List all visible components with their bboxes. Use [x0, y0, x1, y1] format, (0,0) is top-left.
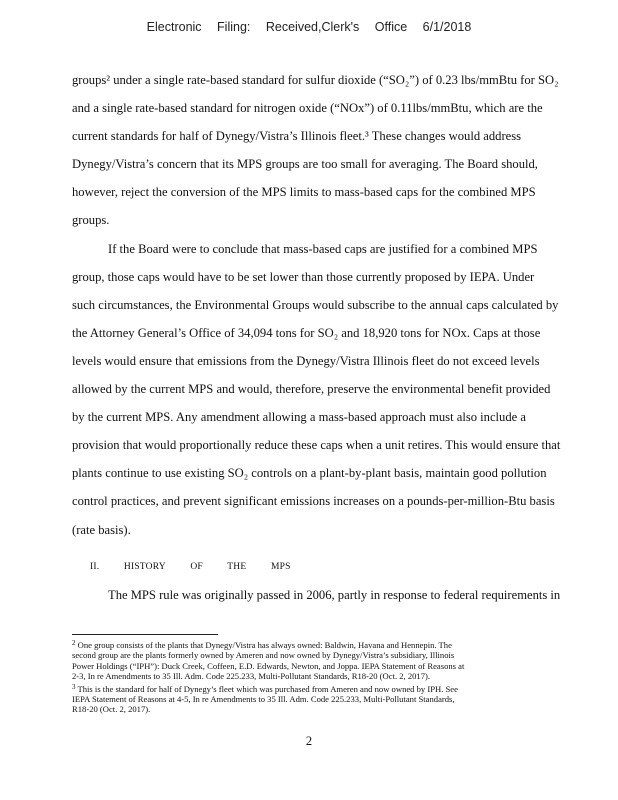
footnote-line: $^3$ This is the standard for half of Dynegy’s fleet which was purchased from Ameren and now owned by IPH. See — [72, 682, 458, 694]
footnotes — [72, 638, 552, 715]
header-filing: Filing: — [217, 20, 251, 34]
body-line: plants continue to use existing SO₂ controls on a plant-by-plant basis, maintain good pollution — [72, 466, 547, 481]
body-line: and a single rate-based standard for nitrogen oxide (“NOx”) of 0.11lbs/mmBtu, which are the — [72, 101, 543, 116]
section-number: II. — [90, 562, 100, 572]
body-line: group, those caps would have to be set lower than those currently proposed by IEPA. Under — [72, 269, 535, 284]
body-line: control practices, and prevent significant emissions increases on a pounds-per-million-Btu basis — [72, 494, 555, 509]
body-line: allowed by the current MPS and would, therefore, preserve the environmental benefit provided — [72, 382, 551, 397]
section-word: OF — [190, 562, 203, 572]
footnote-mark: 3 — [72, 682, 76, 691]
section-word: THE — [227, 562, 247, 572]
body-line: If the Board were to conclude that mass-based caps are justified for a combined MPS — [108, 241, 538, 256]
header-electronic: Electronic — [146, 20, 202, 34]
body-line: current standards for half of Dynegy/Vistra’s Illinois fleet.³ These changes would address — [72, 129, 522, 144]
body-line: such circumstances, the Environmental Groups would subscribe to the annual caps calculated by — [72, 297, 559, 312]
section-first-line: The MPS rule was originally passed in 2006, partly in response to federal requirements in — [108, 588, 561, 602]
body-line: by the current MPS. Any amendment allowing a mass-based approach must also include a — [72, 410, 526, 425]
body-line: groups. — [72, 213, 110, 228]
body-line: however, reject the conversion of the MPS limits to mass-based caps for the combined MPS — [72, 185, 536, 200]
section-heading — [90, 562, 313, 572]
body-line: groups² under a single rate-based standard for sulfur dioxide (“SO₂”) of 0.23 lbs/mmBtu for SO₂ — [72, 73, 559, 87]
footnote-line: IEPA Statement of Reasons at 4-5, In re Amendments to 35 Ill. Adm. Code 225.233, Multi-Pollutant Standards, — [72, 694, 455, 705]
body-line: the Attorney General’s Office of 34,094 tons for SO₂ and 18,920 tons for NOx. Caps at those — [72, 325, 541, 340]
header-office: Office — [374, 20, 408, 34]
body-line: levels would ensure that emissions from the Dynegy/Vistra Illinois fleet do not exceed levels — [72, 353, 540, 368]
footnote-line: $^2$ One group consists of the plants that Dynegy/Vistra has always owned: Baldwin, Havana and Hennepin. The — [72, 639, 452, 650]
body-line: provision that would proportionally reduce these caps when a unit retires. This would ensure that — [72, 438, 561, 453]
footnote-separator — [72, 634, 218, 635]
section-word: MPS — [270, 562, 291, 572]
header-received: Received,Clerk's — [265, 20, 360, 34]
header-date: 6/1/2018 — [422, 20, 472, 34]
body-line: (rate basis). — [72, 522, 131, 537]
footnote-line: 2-3, In re Amendments to 35 Ill. Adm. Code 225.233, Multi-Pollutant Standards, R18-20 (Oct. 2, 2017). — [72, 671, 431, 682]
section-word: HISTORY — [123, 562, 166, 572]
footnote-mark: 2 — [72, 639, 76, 647]
document-body — [72, 66, 602, 544]
footnote-line: Power Holdings (“IPH”): Duck Creek, Coffeen, E.D. Edwards, Newton, and Joppa. IEPA Statement of Reasons at — [72, 660, 465, 671]
page-number: 2 — [305, 734, 313, 748]
body-line: Dynegy/Vistra’s concern that its MPS groups are too small for averaging. The Board should, — [72, 157, 538, 172]
footnote-line: second group are the plants formerly owned by Ameren and now owned by Dynegy/Vistra’s subsidiary, Illinois — [72, 650, 455, 661]
filing-stamp-header — [0, 20, 618, 34]
footnote-line: R18-20 (Oct. 2, 2017). — [72, 704, 151, 715]
